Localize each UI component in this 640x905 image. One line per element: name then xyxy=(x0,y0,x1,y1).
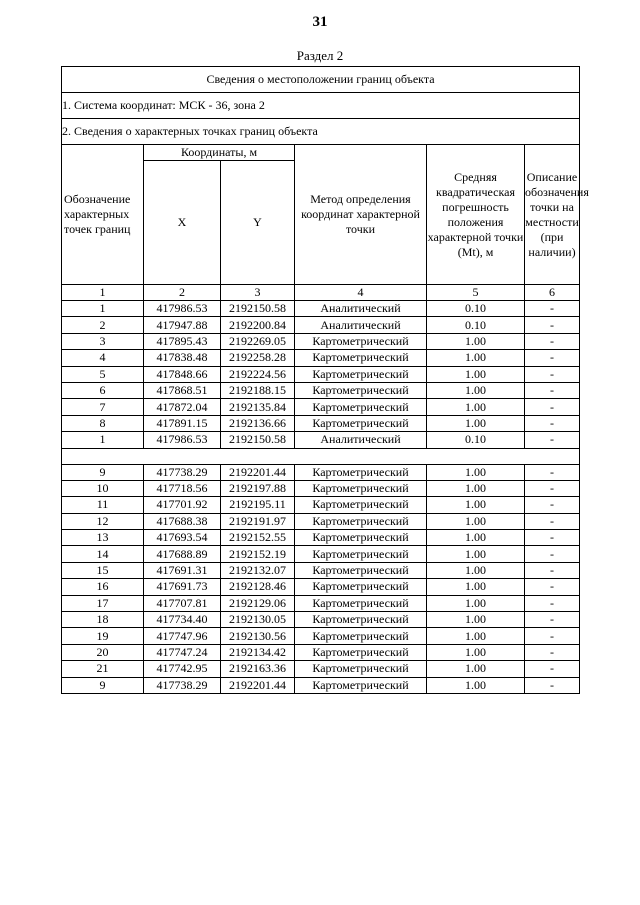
header-designation: Обозначение характерных точек границ xyxy=(62,145,144,285)
point-id-cell: 18 xyxy=(62,612,144,628)
description-cell: - xyxy=(525,644,580,660)
point-id-cell: 4 xyxy=(62,350,144,366)
table-row xyxy=(62,513,580,529)
coord-x-cell: 417738.29 xyxy=(144,464,221,480)
table-row xyxy=(62,628,580,644)
coord-x-cell: 417838.48 xyxy=(144,350,221,366)
boundary-points-table xyxy=(61,66,589,694)
mean-error-cell: 1.00 xyxy=(427,628,525,644)
column-number: 2 xyxy=(144,285,221,301)
coord-x-cell: 417738.29 xyxy=(144,677,221,693)
method-cell: Картометрический xyxy=(295,415,427,431)
mean-error-cell: 1.00 xyxy=(427,595,525,611)
table-row xyxy=(62,546,580,562)
method-cell: Картометрический xyxy=(295,497,427,513)
coord-y-cell: 2192130.56 xyxy=(221,628,295,644)
point-id-cell: 12 xyxy=(62,513,144,529)
method-cell: Аналитический xyxy=(295,301,427,317)
method-cell: Картометрический xyxy=(295,366,427,382)
description-cell: - xyxy=(525,661,580,677)
method-cell: Картометрический xyxy=(295,579,427,595)
header-description: Описание обозначения точки на местности (при наличии) xyxy=(525,145,580,285)
coord-y-cell: 2192150.58 xyxy=(221,432,295,448)
table-row xyxy=(62,333,580,349)
coord-x-cell: 417691.73 xyxy=(144,579,221,595)
method-cell: Картометрический xyxy=(295,513,427,529)
point-id-cell: 16 xyxy=(62,579,144,595)
group1-rows xyxy=(62,301,580,449)
point-id-cell: 11 xyxy=(62,497,144,513)
method-cell: Аналитический xyxy=(295,317,427,333)
point-id-cell: 5 xyxy=(62,366,144,382)
coord-x-cell: 417747.96 xyxy=(144,628,221,644)
point-id-cell: 7 xyxy=(62,399,144,415)
description-cell: - xyxy=(525,415,580,431)
table-row xyxy=(62,382,580,398)
mean-error-cell: 1.00 xyxy=(427,399,525,415)
mean-error-cell: 1.00 xyxy=(427,497,525,513)
table-row xyxy=(62,464,580,480)
table-row xyxy=(62,432,580,448)
coord-y-cell: 2192135.84 xyxy=(221,399,295,415)
mean-error-cell: 0.10 xyxy=(427,301,525,317)
method-cell: Аналитический xyxy=(295,432,427,448)
description-cell: - xyxy=(525,546,580,562)
method-cell: Картометрический xyxy=(295,464,427,480)
point-id-cell: 9 xyxy=(62,464,144,480)
description-cell: - xyxy=(525,301,580,317)
table-row xyxy=(62,661,580,677)
group2-rows xyxy=(62,464,580,693)
description-cell: - xyxy=(525,350,580,366)
description-cell: - xyxy=(525,382,580,398)
coord-x-cell: 417891.15 xyxy=(144,415,221,431)
coord-y-cell: 2192150.58 xyxy=(221,301,295,317)
mean-error-cell: 1.00 xyxy=(427,513,525,529)
coord-x-cell: 417848.66 xyxy=(144,366,221,382)
point-id-cell: 6 xyxy=(62,382,144,398)
coord-y-cell: 2192136.66 xyxy=(221,415,295,431)
mean-error-cell: 1.00 xyxy=(427,562,525,578)
table-row xyxy=(62,677,580,693)
separator-cell xyxy=(62,448,580,464)
point-id-cell: 9 xyxy=(62,677,144,693)
coord-y-cell: 2192134.42 xyxy=(221,644,295,660)
mean-error-cell: 1.00 xyxy=(427,530,525,546)
method-cell: Картометрический xyxy=(295,595,427,611)
description-cell: - xyxy=(525,513,580,529)
table-row xyxy=(62,530,580,546)
coord-x-cell: 417895.43 xyxy=(144,333,221,349)
description-cell: - xyxy=(525,677,580,693)
description-cell: - xyxy=(525,333,580,349)
coord-x-cell: 417701.92 xyxy=(144,497,221,513)
column-numbers-row xyxy=(62,285,580,301)
method-cell: Картометрический xyxy=(295,480,427,496)
points-section-title: 2. Сведения о характерных точках границ объекта xyxy=(62,119,580,145)
mean-error-cell: 1.00 xyxy=(427,612,525,628)
method-cell: Картометрический xyxy=(295,350,427,366)
description-cell: - xyxy=(525,464,580,480)
header-error: Средняя квадратическая погрешность положения характерной точки (Mt), м xyxy=(427,145,525,285)
table-row xyxy=(62,579,580,595)
coord-y-cell: 2192129.06 xyxy=(221,595,295,611)
coord-y-cell: 2192191.97 xyxy=(221,513,295,529)
coord-y-cell: 2192197.88 xyxy=(221,480,295,496)
coord-x-cell: 417747.24 xyxy=(144,644,221,660)
method-cell: Картометрический xyxy=(295,333,427,349)
coord-y-cell: 2192152.19 xyxy=(221,546,295,562)
point-id-cell: 15 xyxy=(62,562,144,578)
table-row xyxy=(62,415,580,431)
coord-x-cell: 417947.88 xyxy=(144,317,221,333)
header-method: Метод определения координат характерной точки xyxy=(295,145,427,285)
table-row xyxy=(62,644,580,660)
method-cell: Картометрический xyxy=(295,661,427,677)
method-cell: Картометрический xyxy=(295,677,427,693)
column-number: 3 xyxy=(221,285,295,301)
method-cell: Картометрический xyxy=(295,628,427,644)
point-id-cell: 10 xyxy=(62,480,144,496)
description-cell: - xyxy=(525,530,580,546)
mean-error-cell: 1.00 xyxy=(427,579,525,595)
method-cell: Картометрический xyxy=(295,612,427,628)
column-number: 1 xyxy=(62,285,144,301)
coord-y-cell: 2192269.05 xyxy=(221,333,295,349)
coord-x-cell: 417986.53 xyxy=(144,301,221,317)
header-y: Y xyxy=(221,161,295,285)
point-id-cell: 2 xyxy=(62,317,144,333)
header-coordinates: Координаты, м xyxy=(144,145,295,161)
coord-x-cell: 417742.95 xyxy=(144,661,221,677)
point-id-cell: 8 xyxy=(62,415,144,431)
method-cell: Картометрический xyxy=(295,382,427,398)
description-cell: - xyxy=(525,317,580,333)
table-row xyxy=(62,595,580,611)
table-row xyxy=(62,612,580,628)
mean-error-cell: 1.00 xyxy=(427,382,525,398)
column-number: 5 xyxy=(427,285,525,301)
point-id-cell: 21 xyxy=(62,661,144,677)
mean-error-cell: 1.00 xyxy=(427,644,525,660)
point-id-cell: 3 xyxy=(62,333,144,349)
description-cell: - xyxy=(525,612,580,628)
section-title: Раздел 2 xyxy=(296,48,344,63)
table-title: Сведения о местоположении границ объекта xyxy=(62,67,580,93)
mean-error-cell: 1.00 xyxy=(427,333,525,349)
method-cell: Картометрический xyxy=(295,546,427,562)
header-x: X xyxy=(144,161,221,285)
coord-y-cell: 2192224.56 xyxy=(221,366,295,382)
coord-y-cell: 2192200.84 xyxy=(221,317,295,333)
coord-y-cell: 2192201.44 xyxy=(221,464,295,480)
table-row xyxy=(62,480,580,496)
description-cell: - xyxy=(525,628,580,644)
coord-x-cell: 417868.51 xyxy=(144,382,221,398)
coord-y-cell: 2192201.44 xyxy=(221,677,295,693)
description-cell: - xyxy=(525,595,580,611)
description-cell: - xyxy=(525,399,580,415)
table-row xyxy=(62,317,580,333)
mean-error-cell: 1.00 xyxy=(427,546,525,562)
coord-x-cell: 417718.56 xyxy=(144,480,221,496)
coord-y-cell: 2192188.15 xyxy=(221,382,295,398)
description-cell: - xyxy=(525,579,580,595)
point-id-cell: 20 xyxy=(62,644,144,660)
point-id-cell: 14 xyxy=(62,546,144,562)
mean-error-cell: 0.10 xyxy=(427,317,525,333)
table-row xyxy=(62,399,580,415)
coord-x-cell: 417986.53 xyxy=(144,432,221,448)
coord-y-cell: 2192130.05 xyxy=(221,612,295,628)
coord-y-cell: 2192132.07 xyxy=(221,562,295,578)
point-id-cell: 1 xyxy=(62,301,144,317)
coord-y-cell: 2192258.28 xyxy=(221,350,295,366)
coord-y-cell: 2192152.55 xyxy=(221,530,295,546)
table-row xyxy=(62,350,580,366)
table-row xyxy=(62,366,580,382)
description-cell: - xyxy=(525,497,580,513)
description-cell: - xyxy=(525,562,580,578)
separator-row xyxy=(62,448,580,464)
point-id-cell: 19 xyxy=(62,628,144,644)
description-cell: - xyxy=(525,432,580,448)
method-cell: Картометрический xyxy=(295,562,427,578)
table-row xyxy=(62,562,580,578)
coord-y-cell: 2192128.46 xyxy=(221,579,295,595)
method-cell: Картометрический xyxy=(295,644,427,660)
point-id-cell: 1 xyxy=(62,432,144,448)
mean-error-cell: 1.00 xyxy=(427,464,525,480)
method-cell: Картометрический xyxy=(295,399,427,415)
mean-error-cell: 1.00 xyxy=(427,366,525,382)
page-number: 31 xyxy=(312,14,328,30)
mean-error-cell: 1.00 xyxy=(427,677,525,693)
coord-x-cell: 417707.81 xyxy=(144,595,221,611)
method-cell: Картометрический xyxy=(295,530,427,546)
coord-x-cell: 417693.54 xyxy=(144,530,221,546)
point-id-cell: 17 xyxy=(62,595,144,611)
coordinate-system: 1. Система координат: МСК - 36, зона 2 xyxy=(62,93,580,119)
mean-error-cell: 1.00 xyxy=(427,350,525,366)
coord-y-cell: 2192163.36 xyxy=(221,661,295,677)
mean-error-cell: 1.00 xyxy=(427,661,525,677)
coord-y-cell: 2192195.11 xyxy=(221,497,295,513)
column-number: 6 xyxy=(525,285,580,301)
table-row xyxy=(62,497,580,513)
column-number: 4 xyxy=(295,285,427,301)
coord-x-cell: 417734.40 xyxy=(144,612,221,628)
coord-x-cell: 417688.38 xyxy=(144,513,221,529)
coord-x-cell: 417691.31 xyxy=(144,562,221,578)
mean-error-cell: 0.10 xyxy=(427,432,525,448)
description-cell: - xyxy=(525,480,580,496)
coord-x-cell: 417688.89 xyxy=(144,546,221,562)
mean-error-cell: 1.00 xyxy=(427,415,525,431)
point-id-cell: 13 xyxy=(62,530,144,546)
coord-x-cell: 417872.04 xyxy=(144,399,221,415)
table-row xyxy=(62,301,580,317)
description-cell: - xyxy=(525,366,580,382)
mean-error-cell: 1.00 xyxy=(427,480,525,496)
